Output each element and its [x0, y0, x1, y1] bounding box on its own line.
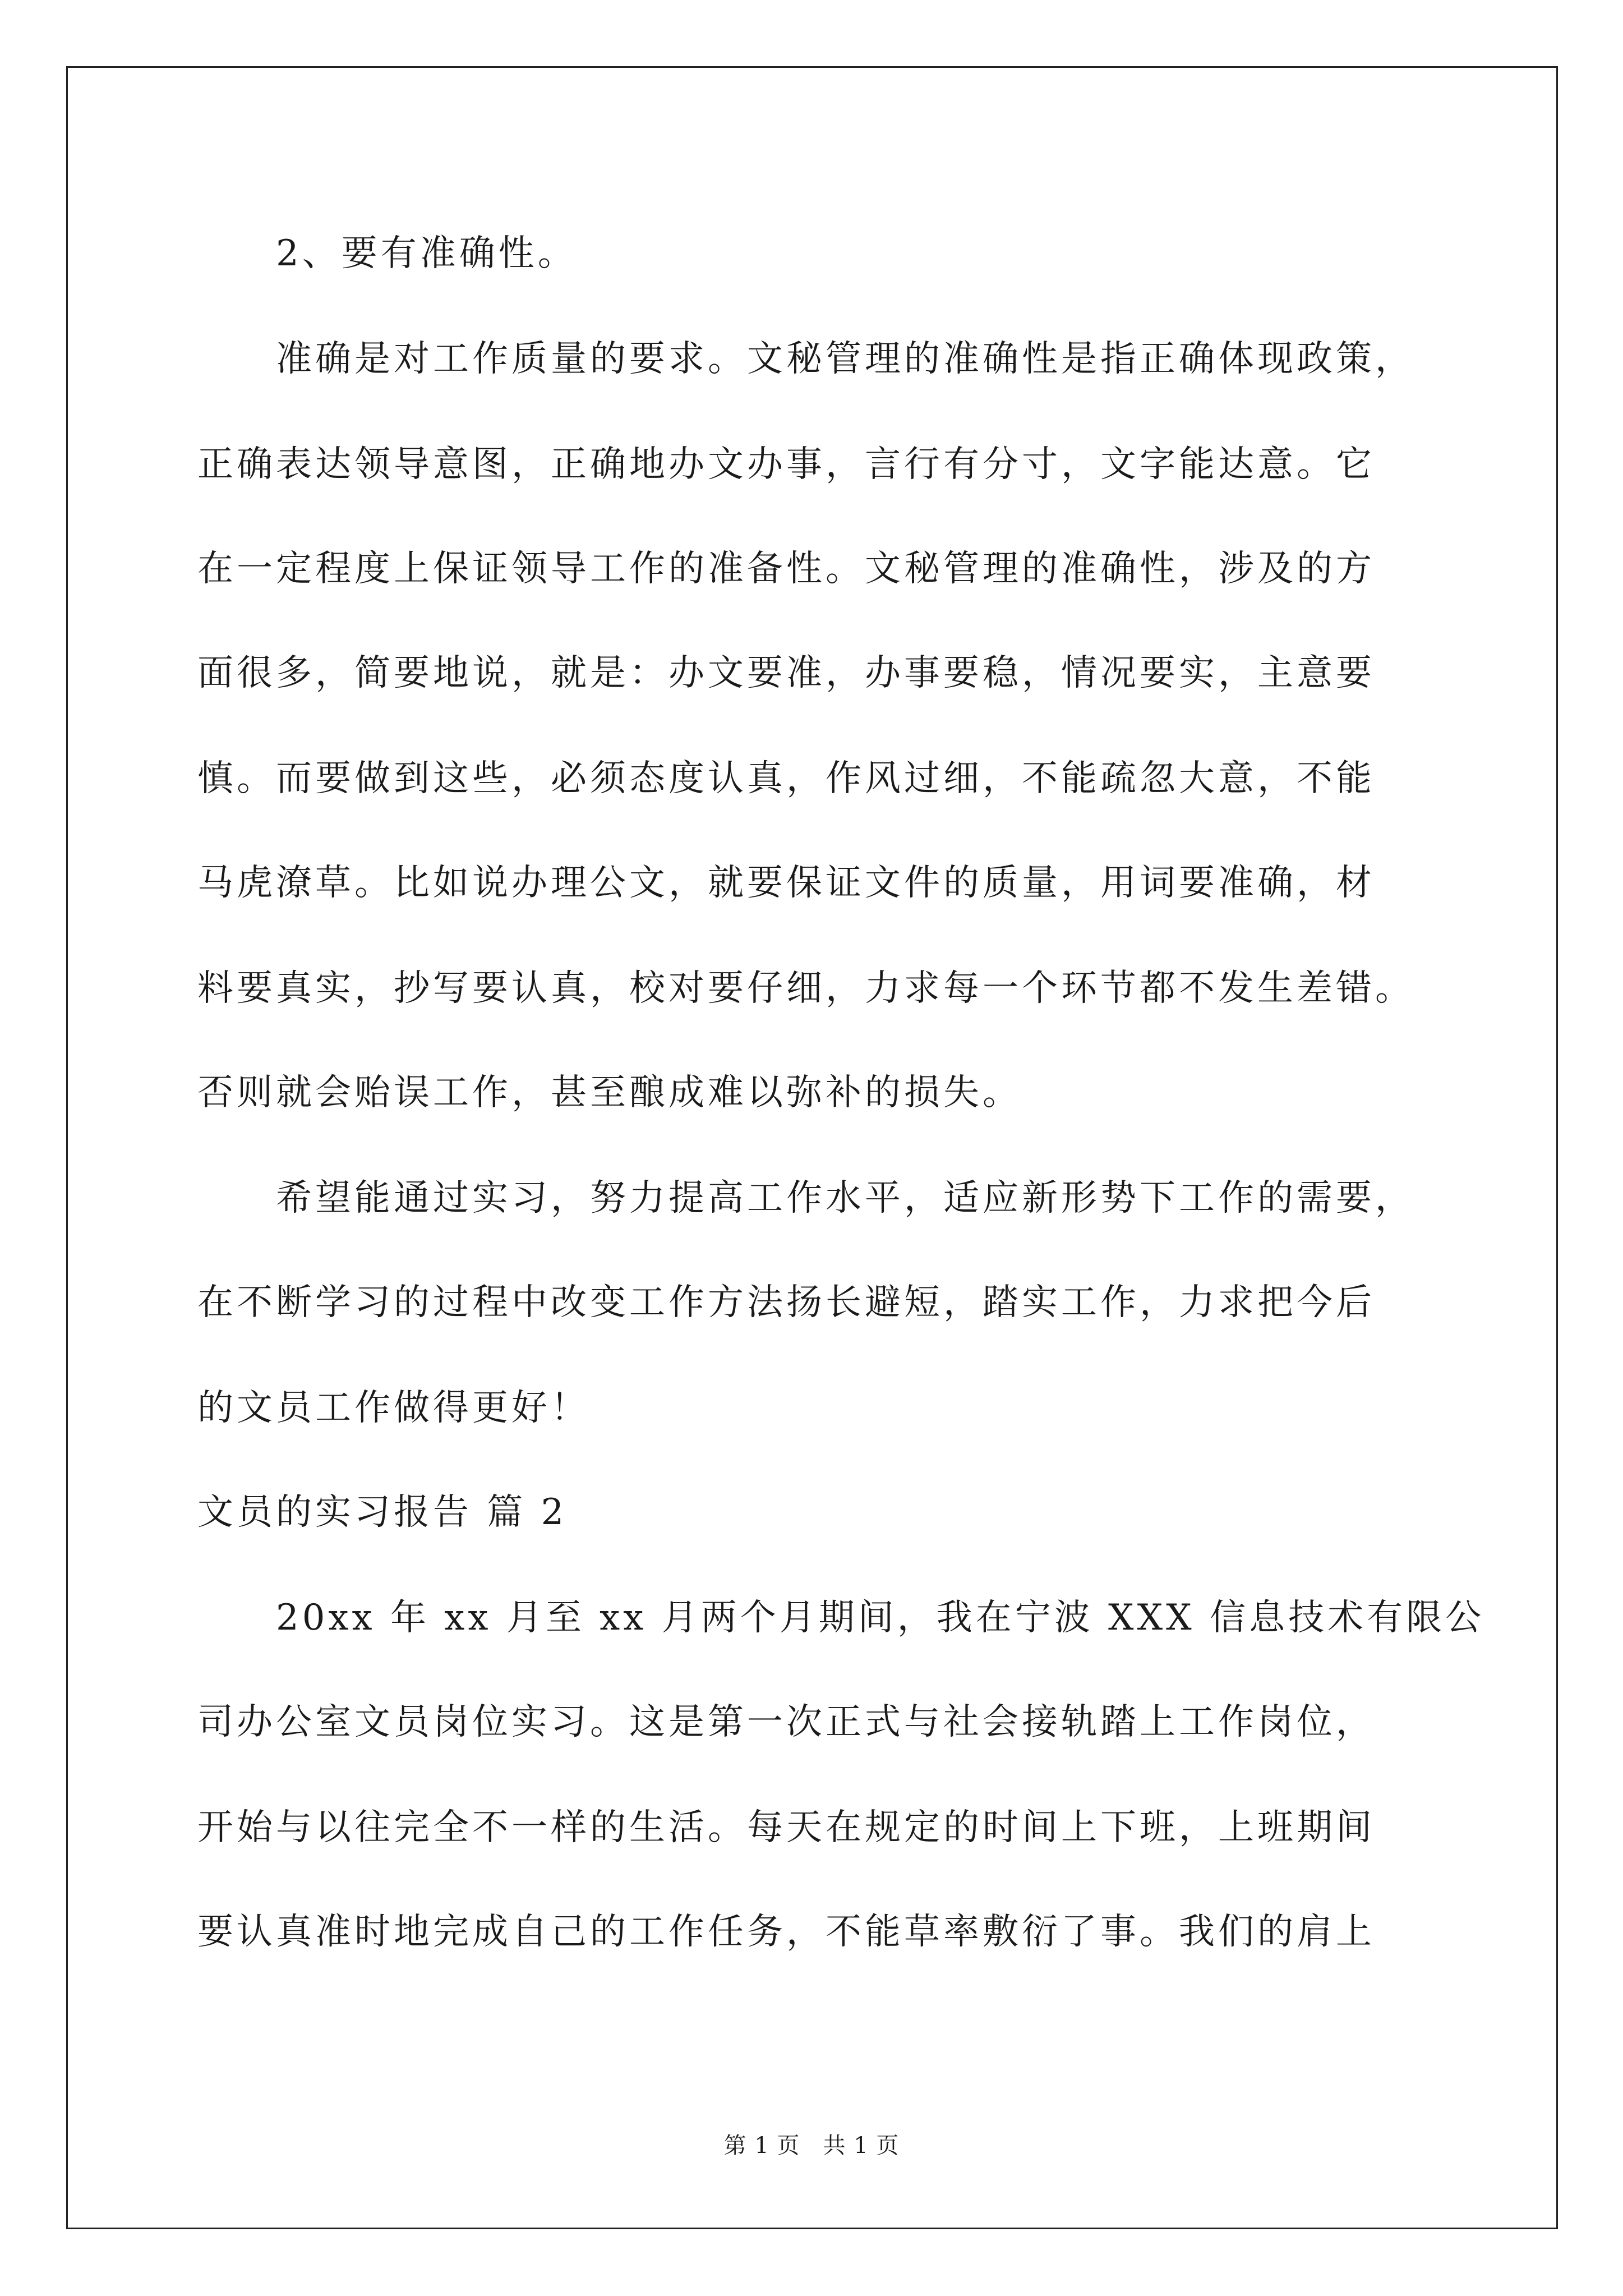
paragraph-line: 在一定程度上保证领导工作的准备性。文秘管理的准确性，涉及的方: [197, 548, 1375, 590]
paragraph-line: 在不断学习的过程中改变工作方法扬长避短，踏实工作，力求把今后: [197, 1282, 1375, 1323]
paragraph-line: 马虎潦草。比如说办理公文，就要保证文件的质量，用词要准确，材: [197, 862, 1375, 904]
article-title: 文员的实习报告 篇 2: [197, 1492, 568, 1533]
paragraph-line: 准确是对工作质量的要求。文秘管理的准确性是指正确体现政策，: [276, 338, 1414, 380]
page-footer: 第 1 页 共 1 页: [723, 2133, 900, 2159]
paragraph-line: 料要真实，抄写要认真，校对要仔细，力求每一个环节都不发生差错。: [197, 968, 1414, 1009]
paragraph-line: 面很多，简要地说，就是：办文要准，办事要稳，情况要实，主意要: [197, 652, 1375, 694]
paragraph-line: 慎。而要做到这些，必须态度认真，作风过细，不能疏忽大意，不能: [197, 758, 1375, 799]
paragraph-line: 正确表达领导意图，正确地办文办事，言行有分寸，文字能达意。它: [197, 444, 1375, 485]
section-heading: 2、要有准确性。: [276, 233, 577, 274]
page-border: [66, 66, 1558, 2229]
paragraph-line: 要认真准时地完成自己的工作任务，不能草率敷衍了事。我们的肩上: [197, 1911, 1375, 1953]
paragraph-line: 开始与以往完全不一样的生活。每天在规定的时间上下班，上班期间: [197, 1807, 1375, 1848]
paragraph-line: 否则就会贻误工作，甚至酿成难以弥补的损失。: [197, 1072, 1022, 1114]
paragraph-line: 20xx 年 xx 月至 xx 月两个月期间，我在宁波 XXX 信息技术有限公: [276, 1597, 1485, 1639]
paragraph-line: 希望能通过实习，努力提高工作水平，适应新形势下工作的需要，: [276, 1177, 1414, 1219]
paragraph-line: 的文员工作做得更好！: [197, 1387, 590, 1429]
paragraph-line: 司办公室文员岗位实习。这是第一次正式与社会接轨踏上工作岗位，: [197, 1701, 1375, 1743]
